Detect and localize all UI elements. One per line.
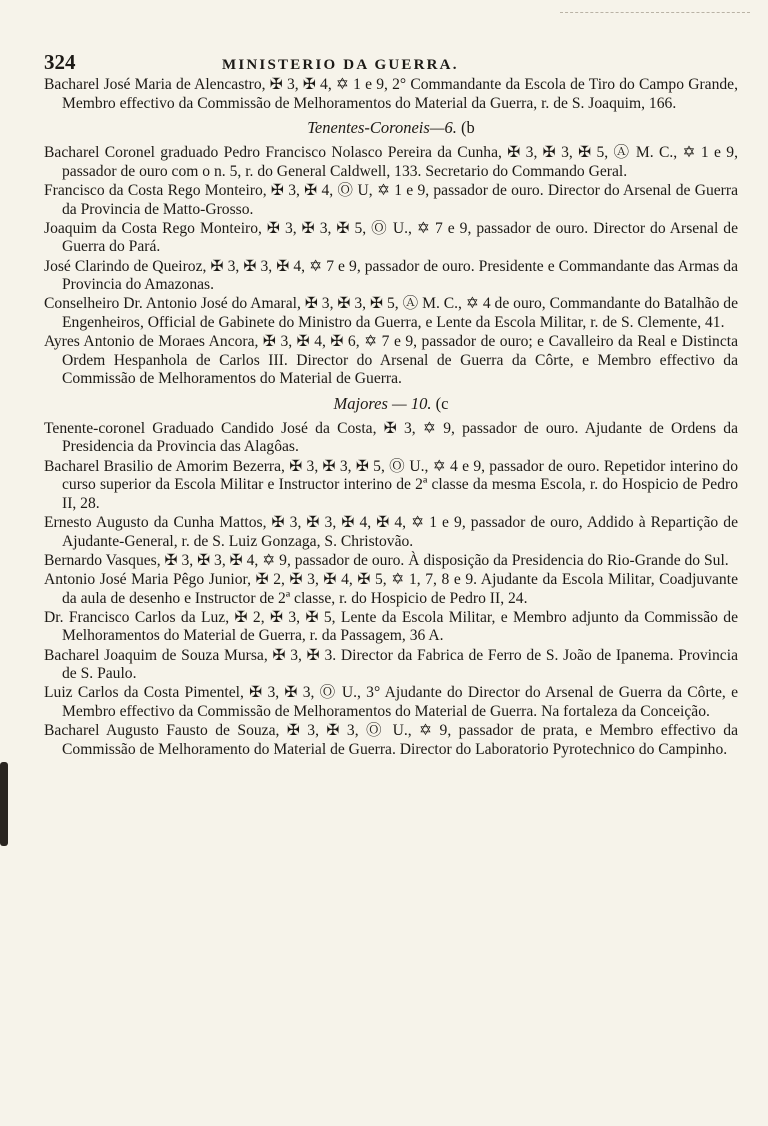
section-majores xyxy=(44,394,738,759)
binding-shadow xyxy=(0,762,8,846)
running-head: MINISTERIO DA GUERRA. xyxy=(222,57,459,73)
entry: Francisco da Costa Rego Monteiro, ✠ 3, ✠ 4, Ⓞ U, ✡ 1 e 9, passador de ouro. Director do Arsenal de Guerra da Provincia de Matto-Grosso. xyxy=(44,181,738,218)
section-title xyxy=(44,394,738,414)
entry: Antonio José Maria Pêgo Junior, ✠ 2, ✠ 3, ✠ 4, ✠ 5, ✡ 1, 7, 8 e 9. Ajudante da Escola Militar, Coadjuvante da aula de desenho e Instructor de 2ª classe, r. do Hospicio de Pedro II, 24. xyxy=(44,571,738,607)
entry: Tenente-coronel Graduado Candido José da Costa, ✠ 3, ✡ 9, passador de ouro. Ajudante de Ordens da Presidencia da Provincia das Alagôas. xyxy=(44,419,738,456)
entry: Ayres Antonio de Moraes Ancora, ✠ 3, ✠ 4, ✠ 6, ✡ 7 e 9, passador de ouro; e Cavalleiro da Real e Distincta Ordem Hespanhola de Carlos III. Director do Arsenal de Guerra da Côrte, e Membro effectivo da Commissão de Melhoramentos do Material de Guerra. xyxy=(44,333,738,388)
entry: Bacharel José Maria de Alencastro, ✠ 3, ✠ 4, ✡ 1 e 9, 2° Commandante da Escola de Tiro do Campo Grande, Membro effectivo da Commissão de Melhoramentos do Material da Guerra, r. de S. Joaquim, 166. xyxy=(44,76,738,112)
entry: Bacharel Brasilio de Amorim Bezerra, ✠ 3, ✠ 3, ✠ 5, Ⓞ U., ✡ 4 e 9, passador de ouro. Repetidor interino do curso superior da Escola Militar e Instructor interino de 2ª classe da mesma Escola, r. do Hospicio de Pedro II, 28. xyxy=(44,457,738,512)
entry: Luiz Carlos da Costa Pimentel, ✠ 3, ✠ 3, Ⓞ U., 3° Ajudante do Director do Arsenal de Guerra da Côrte, e Membro effectivo da Commissão de Melhoramentos do Material de Guerra. Na fortaleza da Conceição. xyxy=(44,684,738,720)
section-title-text: Majores — 10. xyxy=(333,393,432,413)
entry: Bacharel Joaquim de Souza Mursa, ✠ 3, ✠ 3. Director da Fabrica de Ferro de S. João de Ipanema. Provincia de S. Paulo. xyxy=(44,646,738,683)
entry: José Clarindo de Queiroz, ✠ 3, ✠ 3, ✠ 4, ✡ 7 e 9, passador de ouro. Presidente e Commandante das Armas da Provincia do Amazonas. xyxy=(44,257,738,294)
document-page xyxy=(44,50,738,760)
entry: Conselheiro Dr. Antonio José do Amaral, ✠ 3, ✠ 3, ✠ 5, Ⓐ M. C., ✡ 4 de ouro, Commandante do Batalhão de Engenheiros, Official de Gabinete do Ministro da Guerra, e Lente da Escola Militar, r. de S. Clemente, 41. xyxy=(44,295,738,331)
section-title-text: Tenentes-Coroneis—6. xyxy=(307,118,457,138)
section-title-note: (c xyxy=(435,393,449,413)
entry: Dr. Francisco Carlos da Luz, ✠ 2, ✠ 3, ✠ 5, Lente da Escola Militar, e Membro adjunto da Commissão de Melhoramentos do Material de Guerra, r. da Passagem, 36 A. xyxy=(44,608,738,645)
page-header xyxy=(44,50,738,76)
page-number: 324 xyxy=(44,50,76,74)
entry: Bernardo Vasques, ✠ 3, ✠ 3, ✠ 4, ✡ 9, passador de ouro. À disposição da Presidencia do Rio-Grande do Sul. xyxy=(44,551,729,569)
section-continuation xyxy=(44,76,738,113)
entry: Bacharel Augusto Fausto de Souza, ✠ 3, ✠ 3, Ⓞ U., ✡ 9, passador de prata, e Membro effectivo da Commissão de Melhoramento do Material de Guerra. Director do Laboratorio Pyrotechnico do Campinho. xyxy=(44,722,738,758)
section-title-note: (b xyxy=(460,118,475,138)
section-tenentes-coroneis xyxy=(44,118,738,389)
section-title xyxy=(44,118,738,138)
entry: Bacharel Coronel graduado Pedro Francisco Nolasco Pereira da Cunha, ✠ 3, ✠ 3, ✠ 5, Ⓐ M. C., ✡ 1 e 9, passador de ouro com o n. 5, r. do General Caldwell, 133. Secretario do Commando Geral. xyxy=(44,144,738,180)
entry: Ernesto Augusto da Cunha Mattos, ✠ 3, ✠ 3, ✠ 4, ✠ 4, ✡ 1 e 9, passador de ouro, Addido à Repartição de Ajudante-General, r. de S. Luiz Gonzaga, S. Christovão. xyxy=(44,514,738,550)
entry: Joaquim da Costa Rego Monteiro, ✠ 3, ✠ 3, ✠ 5, Ⓞ U., ✡ 7 e 9, passador de ouro. Director do Arsenal de Guerra do Pará. xyxy=(44,219,738,256)
faint-top-rule xyxy=(560,12,750,13)
